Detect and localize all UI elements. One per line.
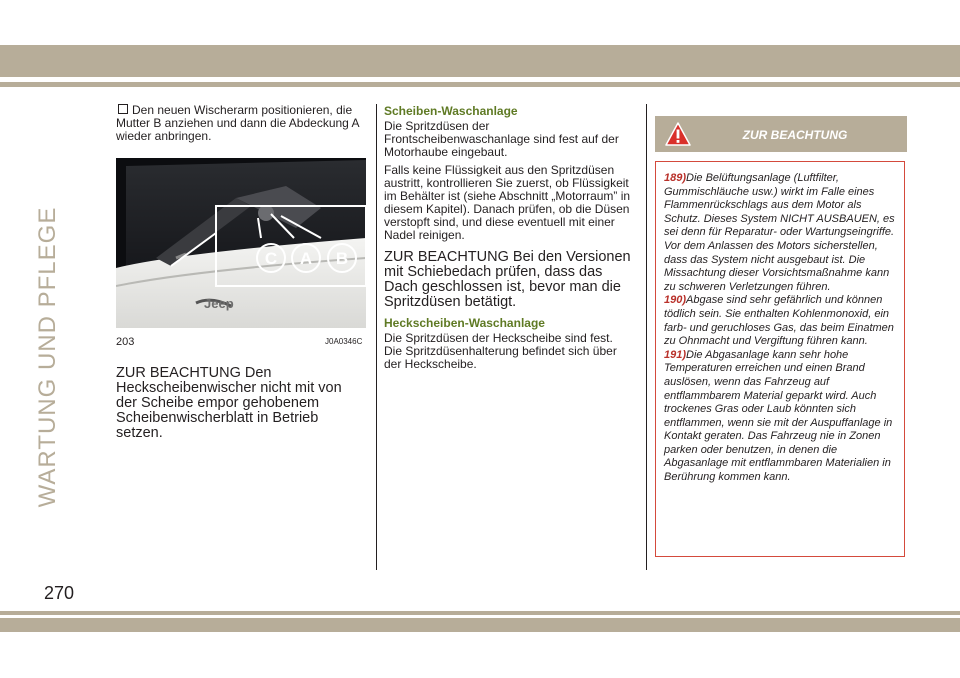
warning-body bbox=[655, 161, 905, 557]
column-1 bbox=[116, 104, 366, 143]
column-2 bbox=[384, 104, 634, 371]
bullet-paragraph bbox=[116, 104, 366, 143]
warning-header bbox=[655, 116, 907, 152]
paragraph: Die Spritzdüsen der Frontscheibenwaschanlage sind fest auf der Motorhaube eingebaut. bbox=[384, 119, 619, 159]
footer-rule bbox=[0, 611, 960, 615]
paragraph: Die Spritzdüsen der Heckscheibe sind fest. Die Spritzdüsenhalterung befindet sich über der Heckscheibe. bbox=[384, 331, 617, 371]
warning-item-number: 189) bbox=[664, 172, 687, 184]
warning-item bbox=[664, 294, 898, 348]
note-wiper: ZUR BEACHTUNG Den Heckscheibenwischer nicht mit von der Scheibe empor gehobenem Scheibenwischerblatt in Betrieb setzen. bbox=[116, 365, 342, 441]
paragraph: Falls keine Flüssigkeit aus den Spritzdüsen austritt, kontrollieren Sie zuerst, ob Flüssigkeit im Behälter ist (siehe Abschnitt „Motorraum” in diesem Kapitel). Danach prüfen, ob die Düsen verstopft sind, und diese eventuell mit einer Nadel reinigen. bbox=[384, 163, 631, 242]
figure-rear-wiper bbox=[116, 158, 366, 328]
heading-rear-washer: Heckscheiben-Waschanlage bbox=[384, 316, 545, 330]
warning-item bbox=[664, 172, 898, 294]
warning-item-number: 191) bbox=[664, 348, 687, 361]
page-number: 270 bbox=[44, 583, 75, 603]
header-rule bbox=[0, 82, 960, 87]
header-band bbox=[0, 45, 960, 77]
callout-b-label: B bbox=[335, 249, 349, 268]
warning-item bbox=[664, 349, 898, 485]
checkbox-bullet-icon bbox=[118, 104, 128, 114]
note-sunroof: ZUR BEACHTUNG Bei den Versionen mit Schiebedach prüfen, dass das Dach geschlossen ist, bevor man die Spritzdüsen betätigt. bbox=[384, 249, 631, 310]
section-side-title-text: WARTUNG UND PFLEGE bbox=[34, 206, 61, 508]
heading-windscreen-washer: Scheiben-Waschanlage bbox=[384, 104, 518, 118]
warning-item-text: Die Abgasanlage kann sehr hohe Temperaturen erreichen und einen Brand auslösen, wenn das Fahrzeug auf entflammbarem Material geparkt wird. Auch trockenes Gras oder Laub könnten sich entflammen, wenn sie mit der Auspuffanlage in Kontakt geraten. Das Fahrzeug nie in Zonen parken oder benutzen, in denen die Abgasanlage mit entflammbaren Materialien in Berührung kommen kann. bbox=[664, 348, 893, 484]
warning-title: ZUR BEACHTUNG bbox=[742, 128, 848, 142]
warning-triangle-icon bbox=[665, 122, 691, 146]
warning-box bbox=[655, 116, 907, 559]
figure-number: 203 bbox=[116, 336, 135, 348]
column-divider bbox=[376, 104, 377, 570]
warning-item-text: Abgase sind sehr gefährlich und können tödlich sein. Sie enthalten Kohlenmonoxid, ein farb- und geruchloses Gas, das beim Einatmen zu Ohnmacht und Vergiftung führen kann. bbox=[664, 294, 894, 348]
warning-item-text: Die Belüftungsanlage (Luftfilter, Gummischläuche usw.) wirkt im Falle eines Flammenrückschlags aus dem Motor als Schutz. Dieses System NICHT AUSBAUEN, es sei denn für Reparatur- oder Wartungseingriffe. Vor dem Anlassen des Motors sicherstellen, dass das System nicht ausgebaut ist. Die Missachtung dieser Vorsichtsmaßnahme kann zu schweren Verletzungen führen. bbox=[664, 172, 895, 293]
callout-a-label: A bbox=[299, 249, 313, 268]
rear-wiper-illustration bbox=[116, 158, 366, 328]
callout-c-label: C bbox=[264, 249, 278, 268]
warning-item-number: 190) bbox=[664, 294, 687, 307]
bullet-text: Den neuen Wischerarm positionieren, die Mutter B anziehen und dann die Abdeckung A wieder anbringen. bbox=[116, 103, 359, 143]
figure-code: J0A0346C bbox=[325, 337, 363, 346]
jeep-badge: Jeep bbox=[204, 296, 234, 311]
footer-band bbox=[0, 618, 960, 632]
column-divider bbox=[646, 104, 647, 570]
